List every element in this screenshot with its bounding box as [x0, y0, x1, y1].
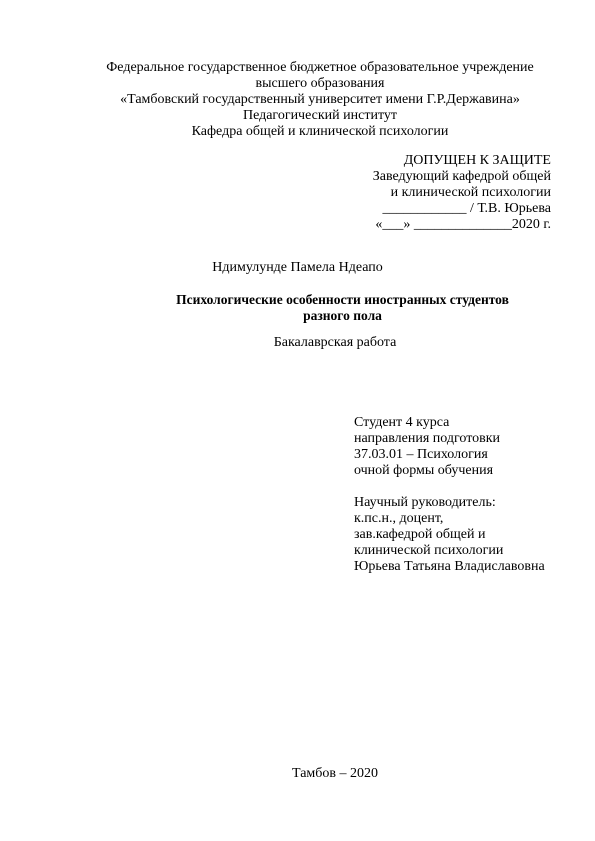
student-info-line-1: Студент 4 курса — [354, 415, 450, 430]
student-info-line-3: 37.03.01 – Психология — [354, 447, 488, 462]
thesis-title-line-2: разного пола — [303, 308, 382, 323]
supervisor-line-3: зав.кафедрой общей и — [354, 527, 486, 542]
student-info-block — [354, 415, 545, 575]
institution-line-4: Педагогический институт — [242, 108, 398, 123]
approval-line-3: и клинической психологии — [390, 185, 551, 200]
institution-header — [70, 60, 570, 140]
institution-line-3: «Тамбовский государственный университет имени Г.Р.Державина» — [120, 92, 520, 107]
work-type: Бакалаврская работа — [273, 335, 397, 350]
supervisor-line-1: Научный руководитель: — [354, 495, 496, 510]
institution-line-1: Федеральное государственное бюджетное образовательное учреждение — [106, 60, 534, 75]
approval-date-line: «___» ______________2020 г. — [375, 217, 551, 232]
supervisor-line-4: клинической психологии — [354, 543, 504, 558]
thesis-title — [0, 292, 595, 324]
city-year-footer: Тамбов – 2020 — [291, 766, 378, 781]
supervisor-line-2: к.пс.н., доцент, — [354, 511, 444, 526]
student-info-line-2: направления подготовки — [354, 431, 501, 446]
supervisor-name: Юрьева Татьяна Владиславовна — [354, 559, 545, 574]
institution-line-5: Кафедра общей и клинической психологии — [191, 124, 449, 139]
thesis-title-line-1: Психологические особенности иностранных студентов — [176, 292, 509, 307]
author-name: Ндимулунде Памела Ндеапо — [212, 260, 383, 275]
approval-signature-line: ____________ / Т.В. Юрьева — [382, 201, 551, 216]
student-info-line-4: очной формы обучения — [354, 463, 494, 478]
approval-line-1: ДОПУЩЕН К ЗАЩИТЕ — [403, 153, 551, 168]
institution-line-2: высшего образования — [255, 76, 385, 91]
approval-line-2: Заведующий кафедрой общей — [372, 169, 551, 184]
approval-block — [373, 153, 551, 233]
spacer — [354, 479, 545, 495]
